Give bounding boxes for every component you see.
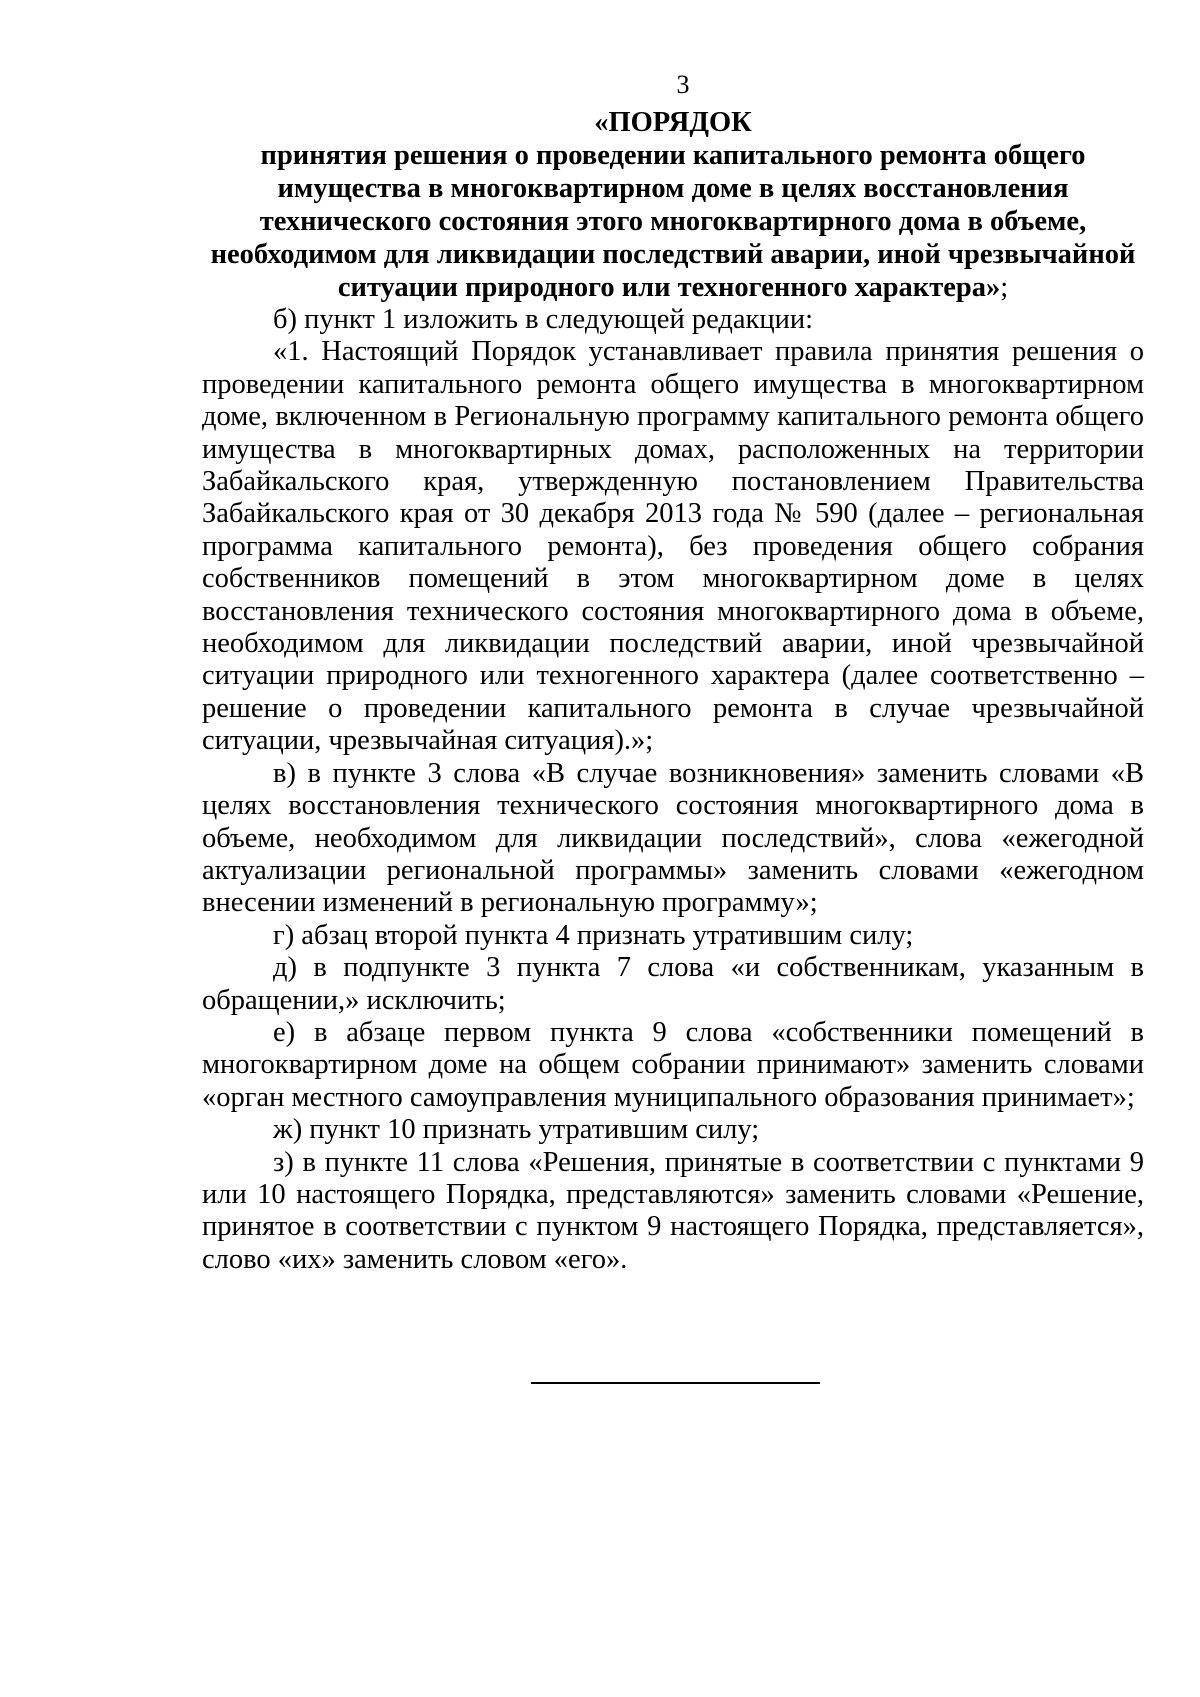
paragraph-zh: ж) пункт 10 признать утратившим силу; — [273, 1114, 760, 1146]
paragraph-point-1: «1. Настоящий Порядок устанавливает правила принятия решения о проведении капитального ремонта общего имущества в многоквартирном доме, включенном в Региональную программу капитального ремонта общего имущества в многоквартирных домах, расположенных на территории Забайкальского края, утвержденную постановлением Правительства Забайкальского края от 30 декабря 2013 года № 590 (далее – региональная программа капитального ремонта), без проведения общего собрания собственников помещений в этом многоквартирном доме в целях восстановления технического состояния многоквартирного дома в объеме, необходимом для ликвидации последствий аварии, иной чрезвычайной ситуации природного или техногенного характера (далее соответственно – решение о проведении капитального ремонта в случае чрезвычайной ситуации, чрезвычайная ситуация).»; — [202, 336, 1144, 757]
title-line: имущества в многоквартирном доме в целях восстановления — [277, 173, 1069, 204]
paragraph-g: г) абзац второй пункта 4 признать утратившим силу; — [273, 919, 914, 951]
paragraph-z: з) в пункте 11 слова «Решения, принятые в соответствии с пунктами 9 или 10 настоящего Порядка, представляются» заменить словами «Решение, принятое в соответствии с пунктом 9 настоящего Порядка, представляется», слово «их» заменить словом «его». — [202, 1146, 1144, 1275]
title-line: технического состояния этого многоквартирного дома в объеме, — [259, 206, 1087, 237]
title-last-line — [202, 271, 1144, 304]
paragraph-d: д) в подпункте 3 пункта 7 слова «и собственникам, указанным в обращении,» исключить; — [202, 952, 1144, 1016]
title-tail: ; — [1000, 272, 1009, 303]
document-title — [202, 106, 1144, 304]
title-line: необходимом для ликвидации последствий аварии, иной чрезвычайной — [210, 239, 1136, 270]
paragraph-v: в) в пункте 3 слова «В случае возникновения» заменить словами «В целях восстановления технического состояния многоквартирного дома в объеме, необходимом для ликвидации последствий», слова «ежегодной актуализации региональной программы» заменить словами «ежегодном внесении изменений в региональную программу»; — [202, 757, 1144, 919]
paragraph-e: е) в абзаце первом пункта 9 слова «собственники помещений в многоквартирном доме на общем собрании принимают» заменить словами «орган местного самоуправления муниципального образования принимает»; — [202, 1016, 1144, 1113]
document-body — [202, 304, 1144, 1276]
page-number: 3 — [676, 70, 690, 99]
end-separator-line — [531, 1382, 820, 1384]
title-line: ситуации природного или техногенного характера» — [337, 272, 1001, 303]
title-line: «ПОРЯДОК — [594, 107, 752, 138]
title-line: принятия решения о проведении капитального ремонта общего — [260, 140, 1086, 171]
paragraph-b: б) пункт 1 изложить в следующей редакции: — [273, 304, 814, 335]
document-page — [202, 70, 1144, 1276]
